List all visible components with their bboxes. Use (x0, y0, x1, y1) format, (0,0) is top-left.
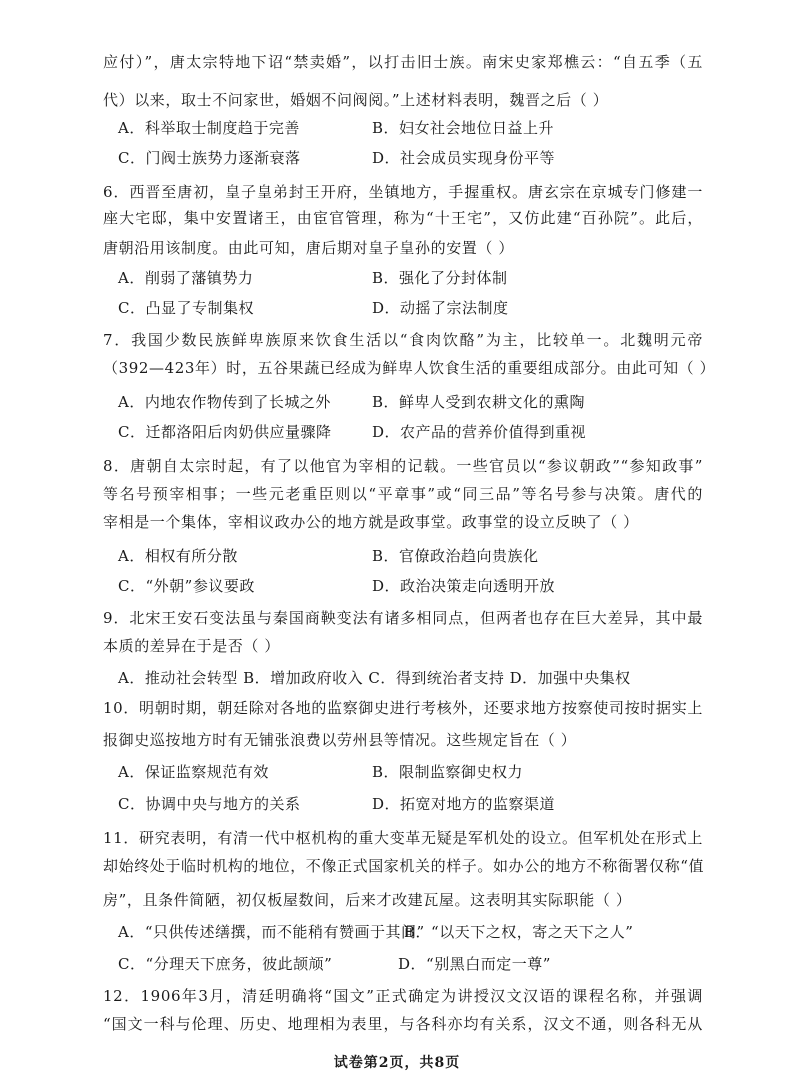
q10-option-d: D．拓宽对地方的监察渠道 (372, 795, 556, 813)
q11-option-a: A．“只供传述缮撰，而不能稍有赞画于其间” (118, 923, 425, 941)
q6-option-b: B．强化了分封体制 (372, 269, 508, 287)
q11-option-d: D．“别黑白而定一尊” (398, 955, 551, 973)
q12-text-line-1: 12．1906年3月，清廷明确将“国文”正式确定为讲授汉文汉语的课程名称，并强调 (103, 987, 703, 1005)
q11-text-line-2: 却始终处于临时机构的地位，不像正式国家机关的样子。如办公的地方不称衙署仅称“值 (103, 857, 705, 875)
q10-option-b: B．限制监察御史权力 (372, 763, 524, 781)
q9-text-line-1: 9．北宋王安石变法虽与秦国商鞅变法有诸多相同点，但两者也存在巨大差异，其中最 (103, 609, 703, 627)
q7-option-b: B．鲜卑人受到农耕文化的熏陶 (372, 393, 586, 411)
q8-option-b: B．官僚政治趋向贵族化 (372, 547, 539, 565)
q6-text-line-2: 座大宅邸，集中安置诸王，由宦官管理，称为“十王宅”，又仿此建“百孙院”。此后， (103, 209, 703, 227)
q11-text-line-3: 房”，且条件简陋，初仅板屋数间，后来才改建瓦屋。这表明其实际职能（ ） (103, 891, 632, 909)
q8-option-a: A．相权有所分散 (118, 547, 238, 565)
q8-option-d: D．政治决策走向透明开放 (372, 577, 556, 595)
q7-option-d: D．农产品的营养价值得到重视 (372, 423, 587, 441)
q8-text-line-1: 8．唐朝自太宗时起，有了以他官为宰相的记载。一些官员以“参议朝政”“参知政事” (103, 457, 703, 475)
q11-option-b: B．“以天下之权，寄之天下之人” (404, 923, 634, 941)
q6-option-a: A．削弱了藩镇势力 (118, 269, 254, 287)
q5-option-d: D．社会成员实现身份平等 (372, 149, 556, 167)
q5-text-line-1: 应付）”，唐太宗特地下诏“禁卖婚”，以打击旧士族。南宋史家郑樵云：“自五季（五 (103, 53, 703, 71)
q6-option-d: D．动摇了宗法制度 (372, 299, 509, 317)
page-footer: 试卷第2页，共8页 (333, 1055, 461, 1071)
q5-text-line-2: 代）以来，取士不问家世，婚姻不问阀阅。”上述材料表明，魏晋之后（ ） (103, 91, 609, 109)
q9-text-line-2: 本质的差异在于是否（ ） (103, 637, 280, 655)
q11-option-c: C．“分理天下庶务，彼此颉颃” (118, 955, 333, 973)
q6-text-line-3: 唐朝沿用该制度。由此可知，唐后期对皇子皇孙的安置（ ） (103, 239, 514, 257)
q10-option-a: A．保证监察规范有效 (118, 763, 269, 781)
q6-option-c: C．凸显了专制集权 (118, 299, 254, 317)
q10-option-c: C．协调中央与地方的关系 (118, 795, 301, 813)
q7-text-line-2: （392—423年）时，五谷果蔬已经成为鲜卑人饮食生活的重要组成部分。由此可知（ ） (103, 359, 716, 377)
q8-text-line-2: 等名号预宰相事；一些元老重臣则以“平章事”或“同三品”等名号参与决策。唐代的 (103, 485, 703, 503)
q8-option-c: C．“外朝”参议要政 (118, 577, 255, 595)
q7-text-line-1: 7．我国少数民族鲜卑族原来饮食生活以“食肉饮酪”为主，比较单一。北魏明元帝 (103, 331, 703, 349)
q5-option-b: B．妇女社会地位日益上升 (372, 119, 555, 137)
q9-options: A．推动社会转型 B．增加政府收入 C．得到统治者支持 D．加强中央集权 (118, 669, 631, 687)
q11-text-line-1: 11．研究表明，有清一代中枢机构的重大变革无疑是军机处的设立。但军机处在形式上 (103, 829, 703, 847)
q5-option-a: A．科举取士制度趋于完善 (118, 119, 300, 137)
q7-option-c: C．迁都洛阳后肉奶供应量骤降 (118, 423, 332, 441)
q10-text-line-2: 报御史巡按地方时有无铺张浪费以劳州县等情况。这些规定旨在（ ） (103, 731, 577, 749)
q5-option-c: C．门阀士族势力逐渐衰落 (118, 149, 301, 167)
q10-text-line-1: 10．明朝时期，朝廷除对各地的监察御史进行考核外，还要求地方按察使司按时据实上 (103, 699, 703, 717)
q6-text-line-1: 6．西晋至唐初，皇子皇弟封王开府，坐镇地方，手握重权。唐玄宗在京城专门修建一 (103, 183, 703, 201)
q8-text-line-3: 宰相是一个集体，宰相议政办公的地方就是政事堂。政事堂的设立反映了（ ） (103, 513, 639, 531)
q12-text-line-2: “国文一科与伦理、历史、地理相为表里，与各科亦均有关系，汉文不通，则各科无从 (103, 1015, 703, 1033)
q7-option-a: A．内地农作物传到了长城之外 (118, 393, 331, 411)
